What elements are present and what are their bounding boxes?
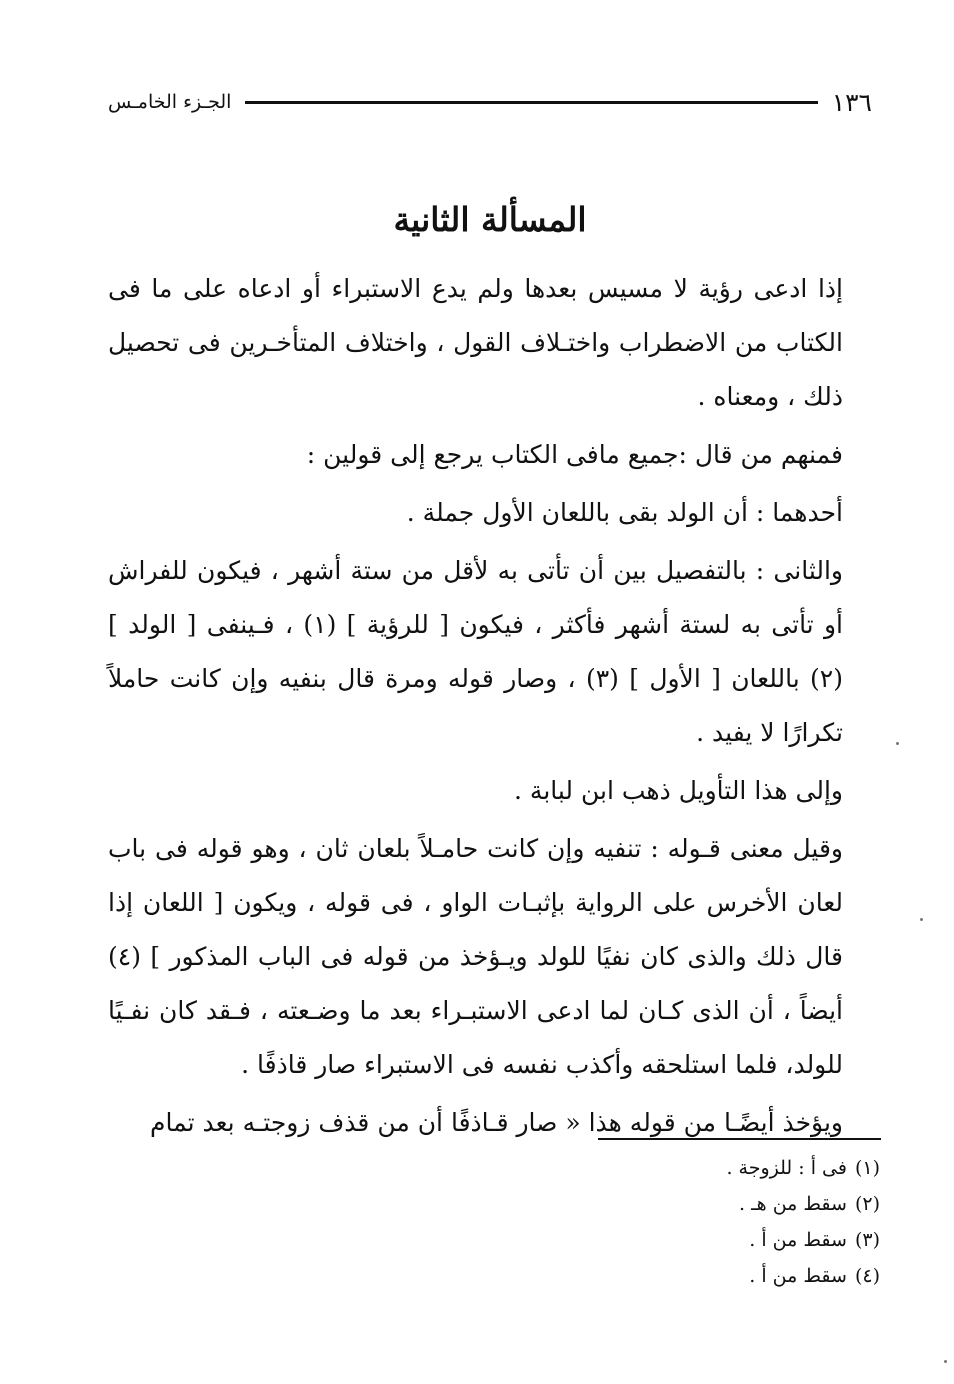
paragraph: وإلى هذا التأويل ذهب ابن لبابة . [514,776,843,805]
page-header [108,82,872,122]
paragraph: ويؤخذ أيضًـا من قوله هذا « صار قـاذفًا أن من قذف زوجتـه بعد تمام [150,1108,843,1137]
body-text [108,262,843,1154]
footnote-mark: (٢) [854,1193,880,1215]
footnote-mark: (١) [854,1157,880,1179]
footnotes [480,1150,880,1294]
paragraph: فمنهم من قال :جميع مافى الكتاب يرجع إلى قولين : [306,440,843,469]
running-title: الجـزء الخامـس [108,91,232,113]
chapter-title: المسألة الثانية [393,200,587,239]
footnote-text: فى أ : للزوجة . [726,1157,847,1179]
header-rule [245,101,817,104]
footnote [480,1150,880,1186]
paragraph: والثانى : بالتفصيل بين أن تأتى به لأقل من ستة أشهر ، فيكون للفراش أو تأتى به لستة أشهر فأكثر ، فيكون [ للرؤية ] (١) ، فـينفى [ الولد ] (٢) باللعان [ الأول ] (٣) ، وصار قوله ومرة قال بنفيه وإن كانت حاملاً تكرارًا لا يفيد . [108,556,843,747]
footnote-separator [598,1138,881,1140]
footnote [480,1258,880,1294]
scan-speck [944,1360,947,1363]
paragraph: أحدهما : أن الولد بقى باللعان الأول جملة . [406,498,843,527]
footnote [480,1222,880,1258]
page-number: ١٣٦ [831,87,872,117]
scan-speck [896,742,899,745]
footnote-text: سقط من هـ . [738,1193,847,1215]
footnote-text: سقط من أ . [749,1265,847,1287]
paragraph: وقيل معنى قـوله : تنفيه وإن كانت حامـلاً بلعان ثان ، وهو قوله فى باب لعان الأخرس على الرواية بإثبـات الواو ، فى قوله ، ويكون [ اللعان إذا قال ذلك والذى كان نفيًا للولد ويـؤخذ من قوله فى الباب المذكور ] (٤) أيضاً ، أن الذى كـان لما ادعى الاستبـراء بعد ما وضـعته ، فـقد كان نفـيًا للولد، فلما استلحقه وأكذب نفسه فى الاستبراء صار قاذفًا . [108,834,843,1079]
footnote-mark: (٤) [854,1265,880,1287]
paragraph: إذا ادعى رؤية لا مسيس بعدها ولم يدع الاستبراء أو ادعاه على ما فى الكتاب من الاضطراب واختـلاف القول ، واختلاف المتأخـرين فى تحصيل ذلك ، ومعناه . [108,274,843,411]
scan-speck [920,918,923,921]
footnote-text: سقط من أ . [749,1229,847,1251]
footnote-mark: (٣) [854,1229,880,1251]
footnote [480,1186,880,1222]
